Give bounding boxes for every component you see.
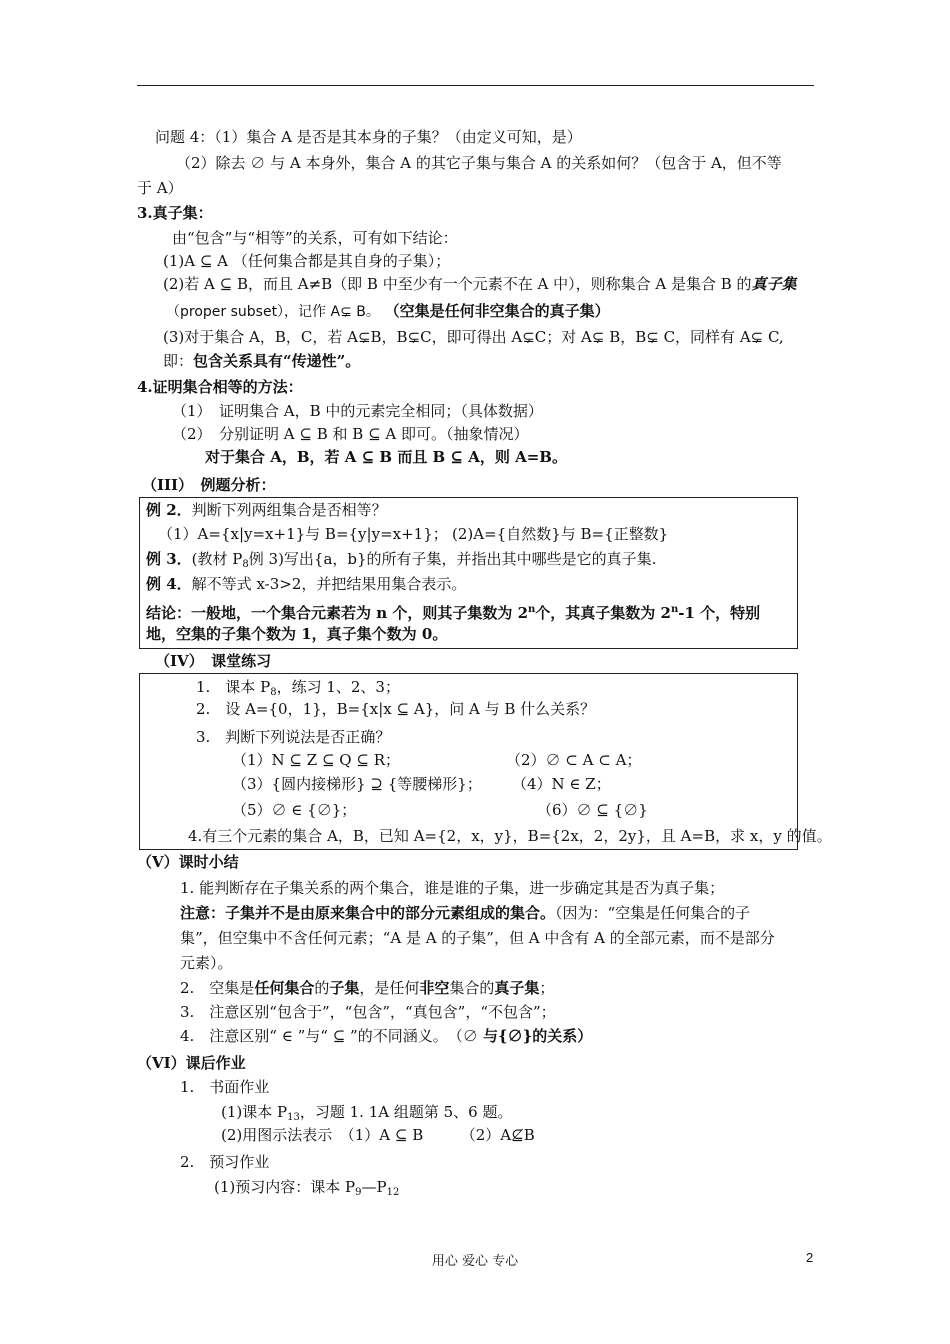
summary-2-e: ，是任何 [359, 979, 420, 997]
question-4-line-3: 于 A） [137, 179, 183, 197]
conclusion-a: 结论：一般地，一个集合元素若为 n 个，则其子集数为 2 [146, 604, 529, 622]
conclusion-sup-2: n [670, 604, 679, 615]
exercise-1-text-b: ，练习 1、2、3； [276, 678, 400, 696]
page-number: 2 [806, 1250, 814, 1265]
exercise-3-item-1: （1）N ⊆ Z ⊆ Q ⊆ R； [232, 751, 400, 769]
exercise-3: 3. 判断下列说法是否正确？ [196, 728, 391, 746]
section-3-point-2 [163, 274, 797, 294]
question-4-line-1: 问题 4：（1）集合 A 是否是其本身的子集？（由定义可知，是） [155, 128, 582, 146]
example-3-sub: 8 [242, 559, 249, 570]
section-4-heading: 4.证明集合相等的方法： [137, 378, 303, 396]
exercise-1-sub: 8 [270, 687, 277, 698]
summary-4-bold: 与{∅}的关系） [477, 1027, 593, 1045]
homework-2-a [214, 1177, 399, 1203]
section-3-point-3: (3)对于集合 A，B，C，若 A⊊B，B⊊C，即可得出 A⊊C；对 A⊊ B，B⊊ C，同样有 A⊊ C, [163, 328, 784, 346]
summary-2-i: ； [539, 979, 555, 997]
exercise-3-item-2: （2）∅ ⊂ A ⊂ A； [506, 751, 642, 769]
section-3-transitivity [163, 351, 360, 371]
summary-4-text: 4. 注意区别“ ∈ ”与“ ⊆ ”的不同涵义。 （∅ [180, 1027, 478, 1045]
example-3-text-b: 例 3)写出{a，b}的所有子集，并指出其中哪些是它的真子集. [248, 550, 657, 568]
section-3-heading: 3.真子集： [137, 204, 213, 222]
proper-subset-notation: （proper subset），记作 A⊊ B。 [166, 304, 380, 320]
summary-2-h: 真子集 [494, 979, 540, 997]
homework-1: 1. 书面作业 [180, 1078, 270, 1096]
exercise-3-item-5: （5）∅ ∈ {∅}； [232, 801, 357, 819]
homework-1-a-text: (1)课本 P [221, 1103, 288, 1121]
exercise-2: 2. 设 A={0，1}，B={x|x ⊆ A}，问 A 与 B 什么关系？ [196, 700, 596, 718]
conclusion-c: -1 个，特别 [678, 604, 761, 622]
homework-1-a-sub: 13 [287, 1112, 300, 1123]
summary-point-4 [180, 1026, 592, 1046]
example-4 [146, 574, 466, 594]
transitivity-statement: 包含关系具有“传递性”。 [193, 352, 361, 370]
summary-note-line-2: 集”，但空集中不含任何元素；“A 是 A 的子集”，但 A 中含有 A 的全部元素，而不是部分 [180, 929, 775, 947]
conclusion-sup-1: n [528, 604, 536, 615]
section-3-point-2-cont [166, 301, 610, 322]
section-v-heading: （V）课时小结 [137, 853, 239, 871]
homework-2-a-sub-1: 9 [355, 1187, 362, 1198]
header-rule [137, 85, 814, 86]
homework-2-a-mid: —P [361, 1178, 387, 1196]
empty-set-proper-subset-note: （空集是任何非空集合的真子集） [384, 302, 610, 320]
section-vi-heading: （VI）课后作业 [137, 1054, 246, 1072]
exercise-1-text-a: 1. 课本 P [196, 678, 271, 696]
summary-note-line-1 [180, 903, 750, 923]
example-2-part-1: （1）A={x|y=x+1}与 B={y|y=x+1}； [158, 525, 448, 543]
conclusion-line-1 [146, 600, 760, 623]
conclusion-line-2: 地，空集的子集个数为 1，真子集个数为 0。 [146, 625, 448, 643]
example-4-label: 例 4． [146, 575, 192, 593]
exercise-4: 4.有三个元素的集合 A，B，已知 A={2，x，y}，B={2x，2，2y}，且 A=B，求 x，y 的值。 [188, 827, 832, 845]
exercise-3-item-6: （6）∅ ⊆ {∅} [537, 801, 648, 819]
summary-2-g: 集合的 [449, 979, 495, 997]
section-iii-heading: （III） 例题分析： [142, 476, 276, 494]
section-4-method-1: （1） 证明集合 A，B 中的元素完全相同；（具体数据） [172, 402, 543, 420]
summary-2-c: 的 [314, 979, 330, 997]
homework-2-a-sub-2: 12 [386, 1187, 400, 1198]
section-iv-heading: （IV） 课堂练习 [155, 652, 272, 670]
proper-subset-term: 真子集 [751, 275, 797, 293]
summary-point-1: 1. 能判断存在子集关系的两个集合，谁是谁的子集，进一步确定其是否为真子集； [180, 879, 725, 897]
summary-note-bold: 注意：子集并不是由原来集合中的部分元素组成的集合。 [180, 904, 556, 922]
homework-1-a-rest: ，习题 1. 1A 组题第 5、6 题。 [299, 1103, 513, 1121]
section-3-point-1: (1)A ⊆ A （任何集合都是其自身的子集）； [163, 252, 451, 270]
example-2 [146, 500, 387, 520]
homework-2-a-text: (1)预习内容：课本 P [214, 1178, 356, 1196]
footer-motto: 用心 爱心 专心 [431, 1254, 519, 1269]
homework-1-b: (2)用图示法表示 （1）A ⊆ B （2）A⊈B [221, 1126, 535, 1144]
example-3-label: 例 3． [146, 550, 192, 568]
exercise-3-item-4: （4）N ∈ Z； [512, 775, 611, 793]
homework-2: 2. 预习作业 [180, 1153, 270, 1171]
section-3-intro: 由“包含”与“相等”的关系，可有如下结论： [172, 229, 458, 247]
example-2-part-2: (2)A={自然数}与 B={正整数} [452, 525, 669, 543]
transitivity-prefix: 即： [163, 352, 194, 370]
example-2-text: 判断下列两组集合是否相等？ [191, 501, 387, 519]
example-2-label: 例 2． [146, 501, 192, 519]
section-4-method-2: （2） 分别证明 A ⊆ B 和 B ⊆ A 即可。（抽象情况） [172, 425, 529, 443]
example-3-text-a: (教材 P [191, 550, 243, 568]
summary-point-2 [180, 978, 554, 998]
summary-2-f: 非空 [419, 979, 450, 997]
question-4-line-2: （2）除去 ∅ 与 A 本身外，集合 A 的其它子集与集合 A 的关系如何？（包含于 A，但不等 [176, 154, 782, 172]
summary-note-rest-1: （因为：“空集是任何集合的子 [555, 904, 751, 922]
conclusion-b: 个，其真子集数为 2 [535, 604, 671, 622]
summary-2-d: 子集 [329, 979, 360, 997]
summary-point-3: 3. 注意区别“包含于”，“包含”，“真包含”，“不包含”； [180, 1003, 556, 1021]
summary-2-b: 任何集合 [254, 979, 315, 997]
example-4-text: 解不等式 x-3>2，并把结果用集合表示。 [191, 575, 467, 593]
section-4-rule: 对于集合 A，B，若 A ⊆ B 而且 B ⊆ A，则 A=B。 [205, 448, 567, 466]
exercise-3-item-3: （3）{圆内接梯形} ⊇ {等腰梯形}； [232, 775, 482, 793]
example-3 [146, 549, 656, 575]
summary-note-line-3: 元素）。 [180, 954, 233, 972]
section-3-point-2-text: (2)若 A ⊆ B，而且 A≠B（即 B 中至少有一个元素不在 A 中），则称集合 A 是集合 B 的 [163, 275, 752, 293]
summary-2-a: 2. 空集是 [180, 979, 255, 997]
